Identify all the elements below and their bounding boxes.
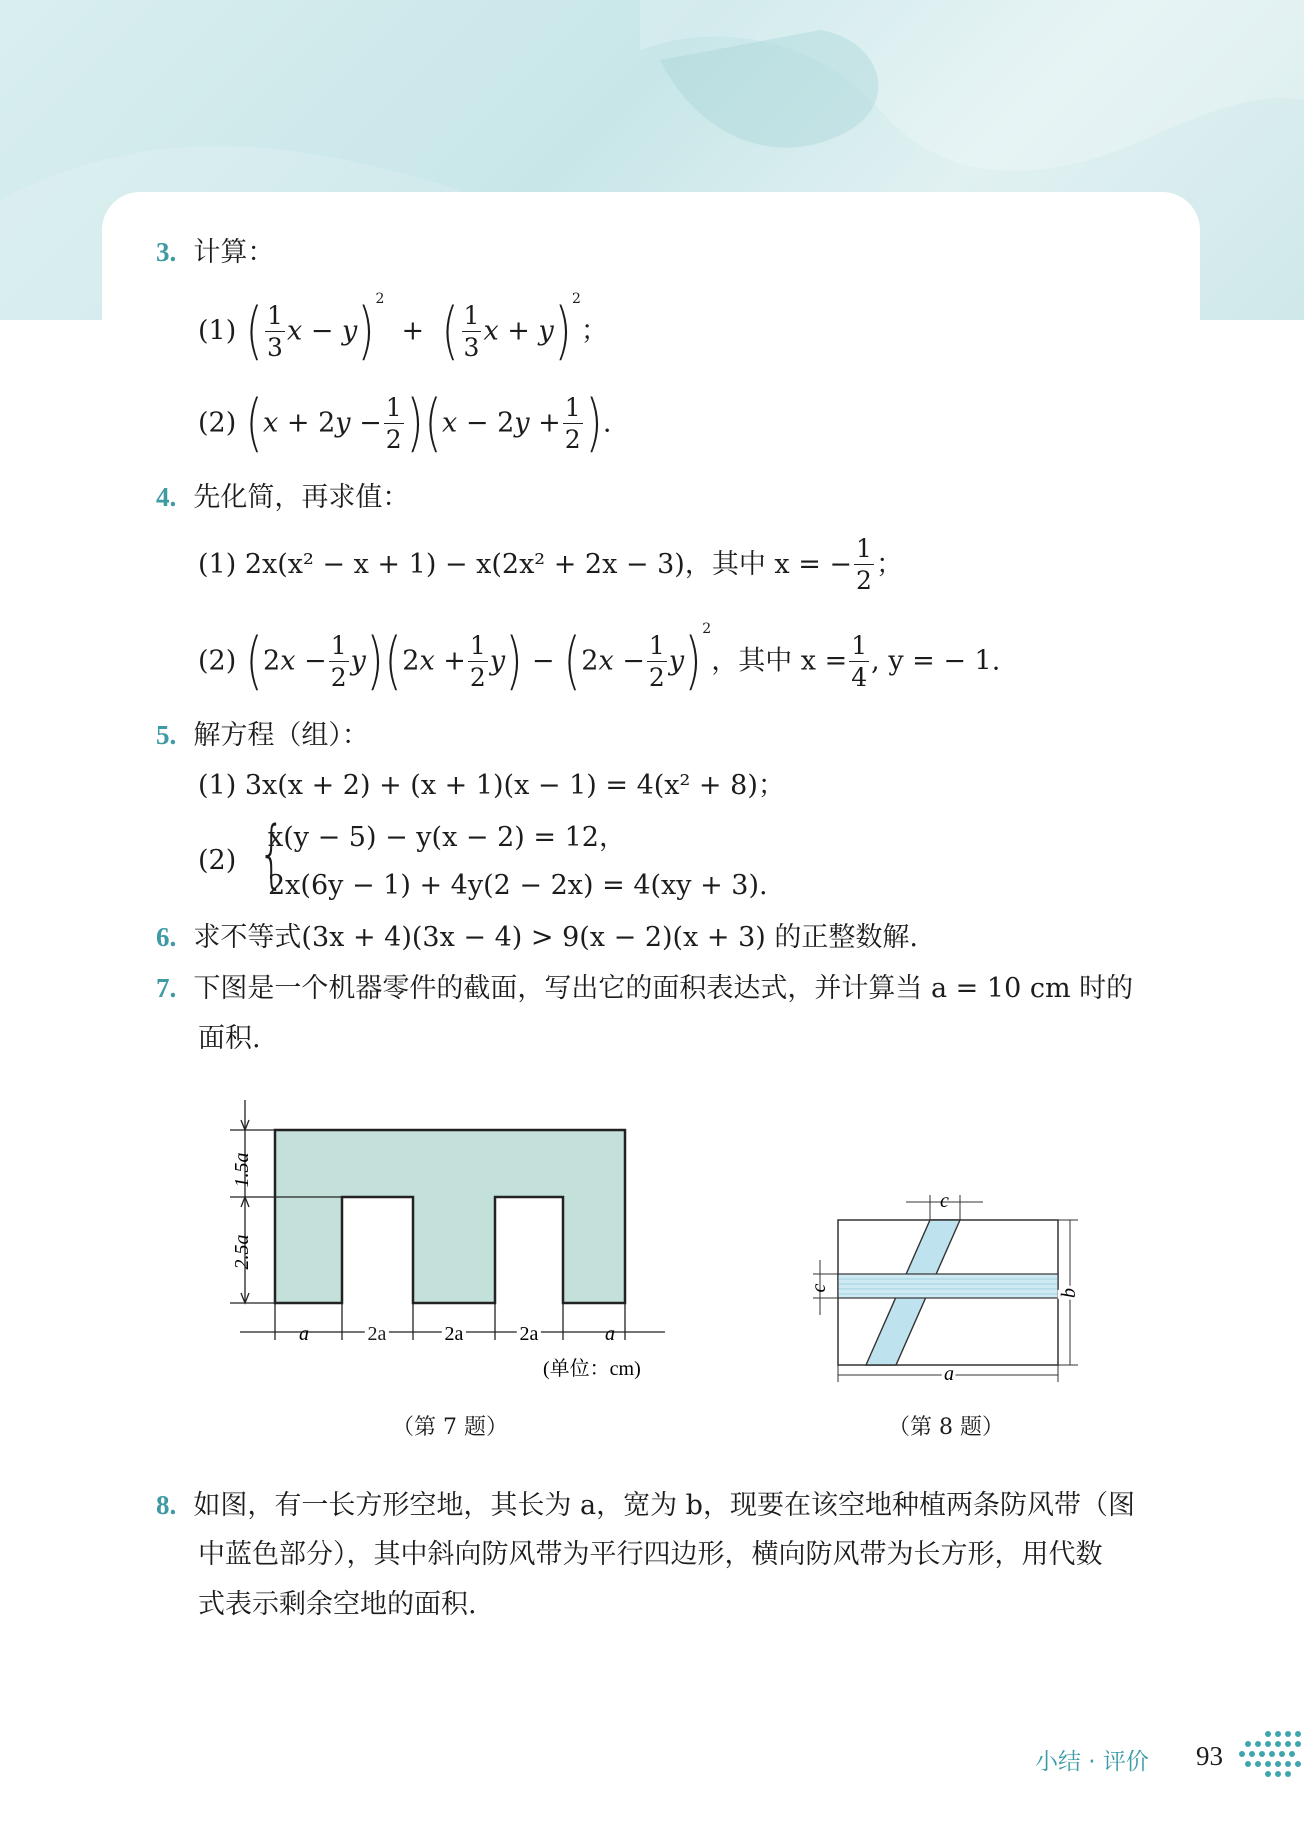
question-5-equation-1: x(y − 5) − y(x − 2) = 12， [268, 822, 626, 853]
question-5-part-1: (1) 3x(x + 2) + (x + 1)(x − 1) = 4(x² + 8)； [198, 770, 785, 801]
figure-7-machine-part [225, 1090, 675, 1380]
question-7-line-1: 7. 下图是一个机器零件的截面，写出它的面积表达式，并计算当 a = 10 cm 时的 [156, 973, 1134, 1004]
question-3-part-1: (1) ( $\frac{1}{3}$ x − y)$^2$ + ( $\frac{1}{3}$ x + y)$^2$； [198, 291, 608, 367]
horizontal-windbreak [838, 1274, 1058, 1298]
question-4-part-2: (2) (2x − $\frac{1}{2}$ y)(2x + $\frac{1}{2}$ y) − (2x − $\frac{1}{2}$ y)$^2$，其中 x = $\frac{1}{4}$ , y = − 1. [198, 621, 1001, 697]
label-c-top: c [940, 1190, 949, 1212]
question-8-line-3: 式表示剩余空地的面积. [198, 1589, 477, 1620]
section-label: 小结 · 评价 [1035, 1749, 1149, 1775]
unit-label: (单位：cm) [543, 1358, 641, 1380]
question-4-heading: 4. 先化简，再求值： [156, 482, 410, 513]
bottom-label-a-right: a [605, 1323, 615, 1345]
bottom-label-2a-1: 2a [367, 1323, 387, 1345]
system-brace: { [258, 811, 285, 897]
question-3-part-2: (2) (x + 2y − $\frac{1}{2}$ )(x − 2y + $\frac{1}{2}$ ). [198, 386, 612, 459]
bottom-label-2a-2: 2a [444, 1323, 464, 1345]
question-3-heading: 3. 计算： [156, 237, 275, 268]
figure-8-land-plot [808, 1190, 1088, 1390]
dim-2-5a: 2.5a [231, 1234, 253, 1270]
question-8-line-1: 8. 如图，有一长方形空地，其长为 a，宽为 b，现要在该空地种植两条防风带（图 [156, 1490, 1135, 1521]
label-b: b [1058, 1288, 1080, 1298]
bottom-label-a-left: a [299, 1323, 309, 1345]
dim-1-5a: 1.5a [231, 1152, 253, 1188]
bottom-label-2a-3: 2a [519, 1323, 539, 1345]
question-5-heading: 5. 解方程（组）： [156, 720, 369, 751]
question-4-part-1: (1) 2x(x² − x + 1) − x(2x² + 2x − 3)，其中 x = − $\frac{1}{2}$ ； [198, 534, 903, 595]
page-number: 93 [1196, 1741, 1223, 1771]
question-5-equation-2: 2x(6y − 1) + 4y(2 − 2x) = 4(xy + 3). [268, 870, 768, 901]
label-c-left: c [808, 1283, 830, 1293]
label-a: a [944, 1363, 954, 1385]
dot-grid-decoration [1238, 1728, 1304, 1784]
question-8-line-2: 中蓝色部分），其中斜向防风带为平行四边形，横向防风带为长方形，用代数 [198, 1539, 1103, 1570]
figure-8-caption: （第 8 题） [888, 1415, 1004, 1440]
question-7-line-2: 面积. [198, 1023, 261, 1054]
figure-7-caption: （第 7 题） [392, 1415, 508, 1440]
part-cross-section [275, 1130, 625, 1303]
question-5-part-2-label: (2) [198, 845, 237, 876]
question-6: 6. 求不等式(3x + 4)(3x − 4) > 9(x − 2)(x + 3) 的正整数解. [156, 922, 918, 953]
